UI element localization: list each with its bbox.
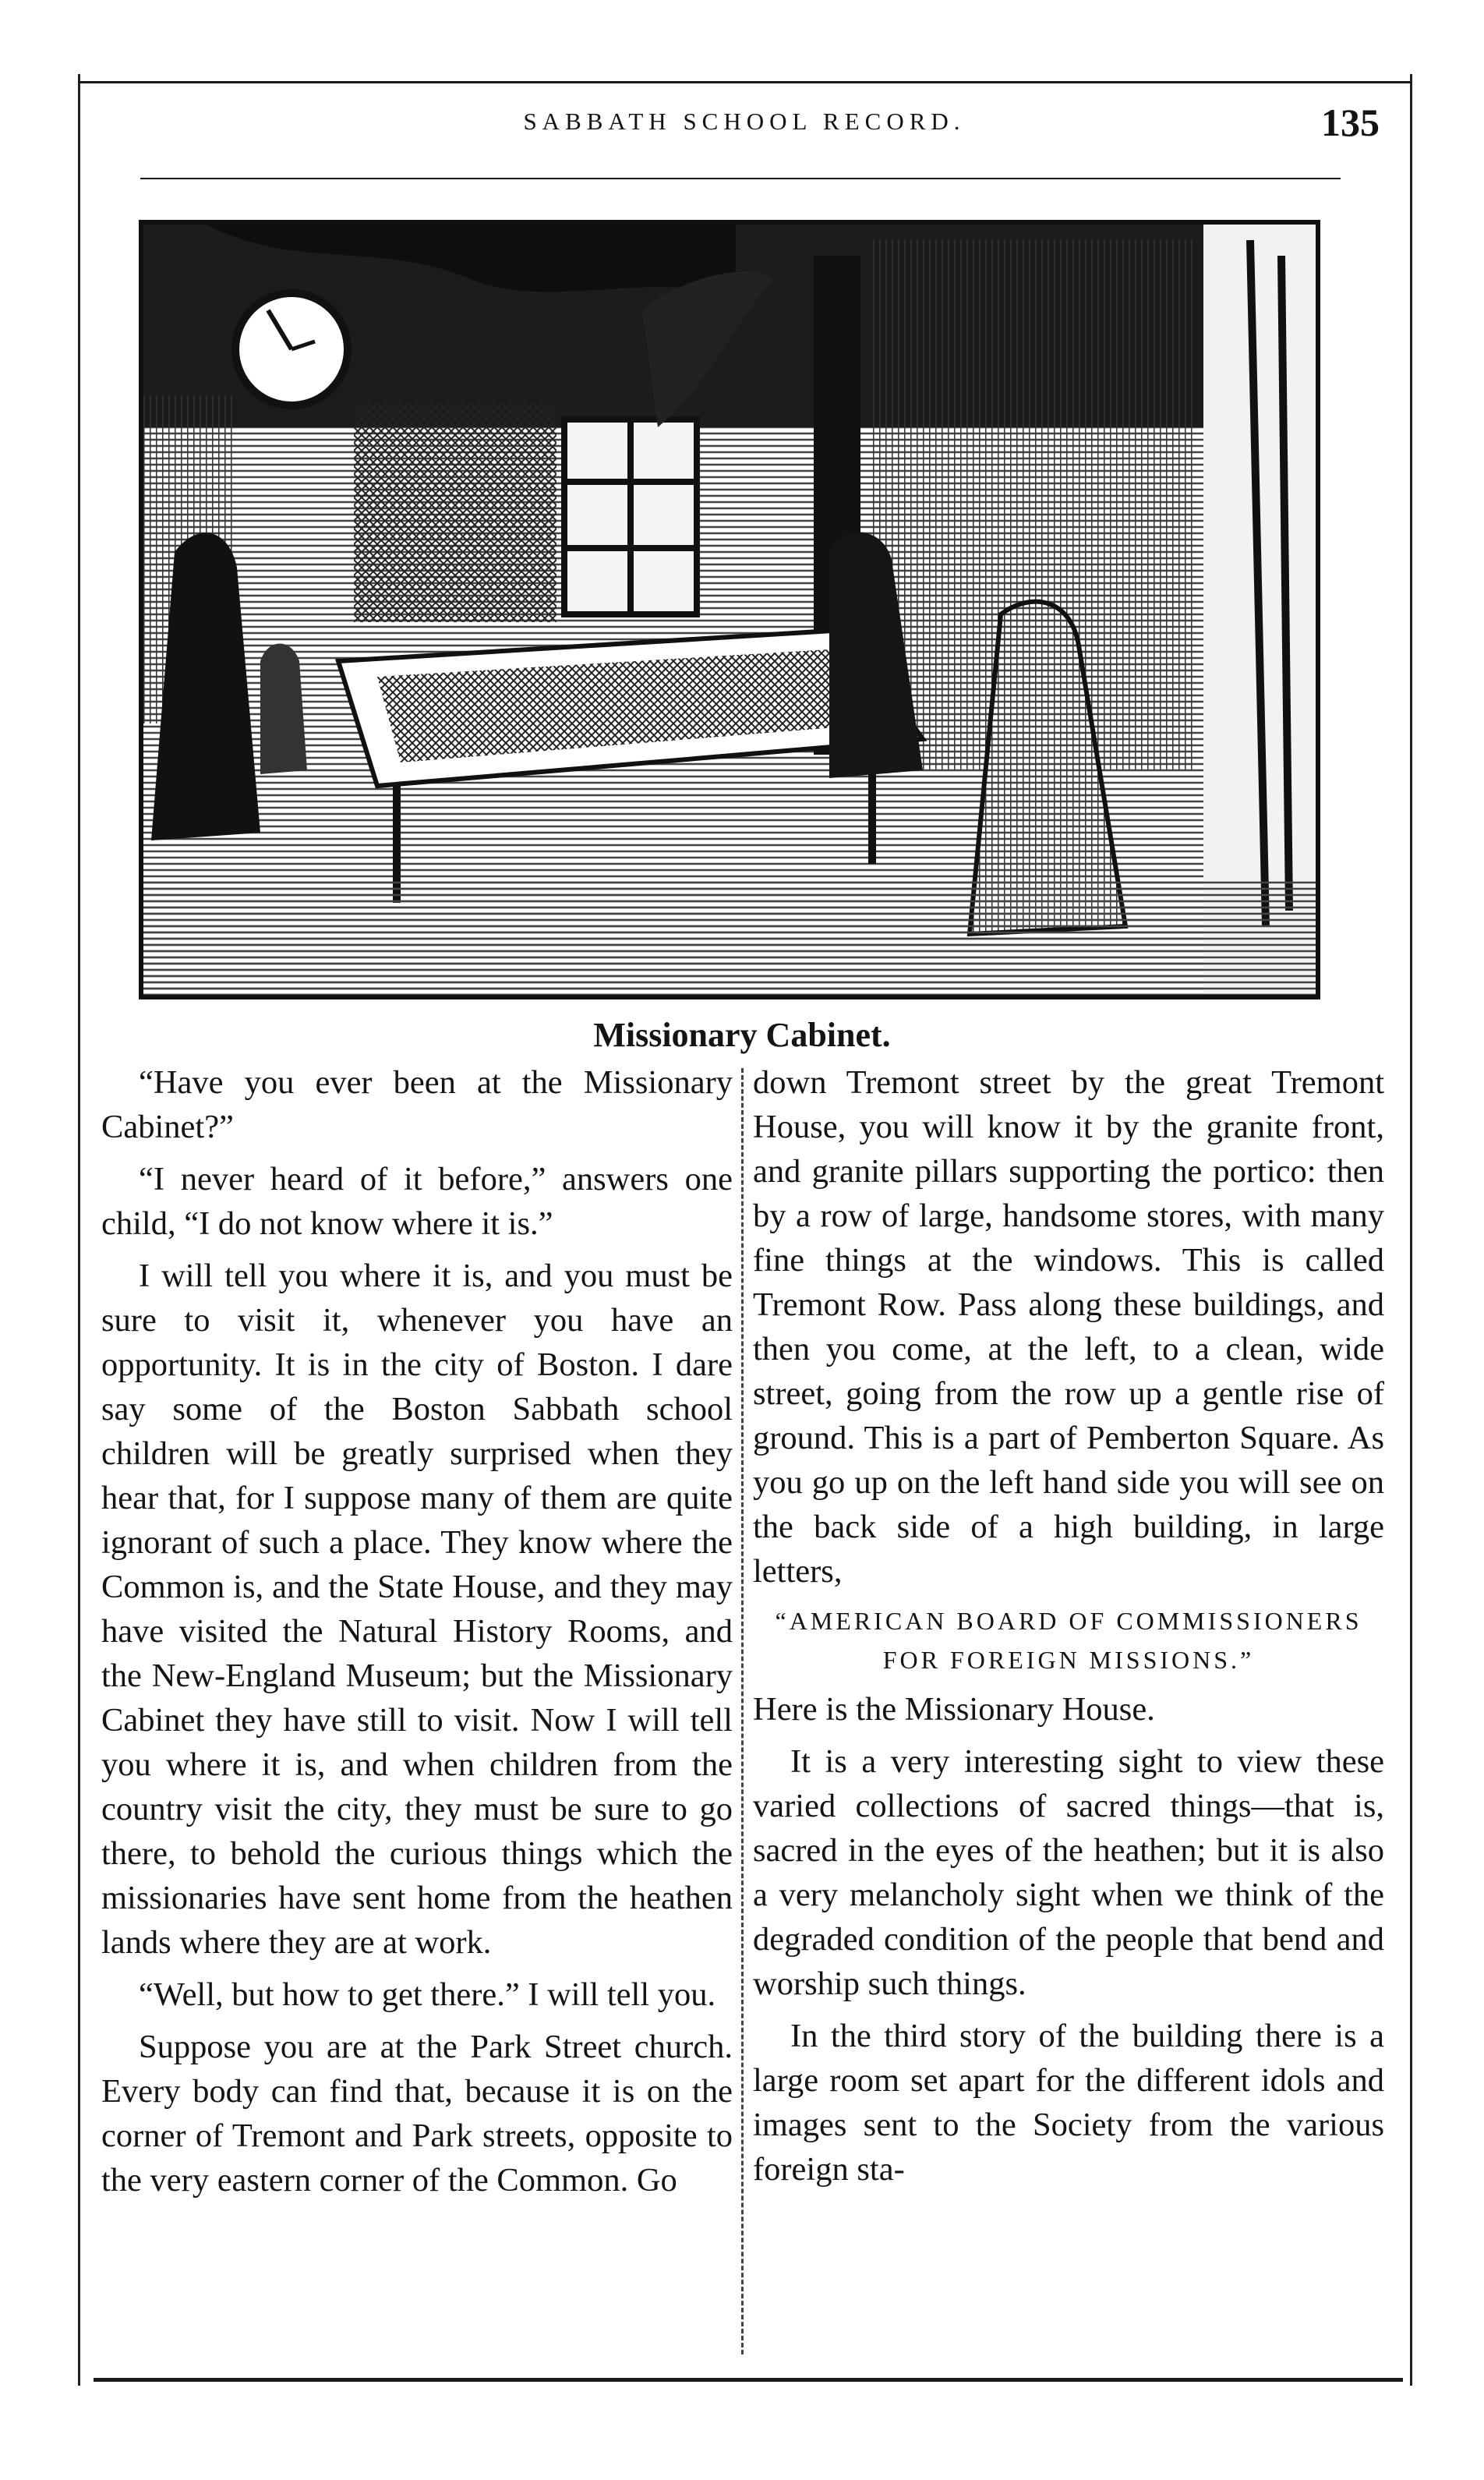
paragraph: In the third story of the building there is a large room set apart for the different idols and images sent to the Society from the various foreign sta- [753, 2018, 1384, 2188]
running-title: SABBATH SCHOOL RECORD. [523, 108, 966, 135]
top-rule [78, 81, 1411, 83]
left-column [101, 1060, 733, 2362]
bottom-rule [94, 2378, 1403, 2382]
engraving-illustration [139, 220, 1320, 999]
paragraph: “Have you ever been at the Missionary Cabinet?” [101, 1064, 733, 1145]
header-rule [140, 178, 1341, 179]
paragraph: down Tremont street by the great Tremont House, you will know it by the granite front, and granite pillars supporting the portico: then by a row of large, handsome stores, with many fine things at the windows. This is called Tremont Row. Pass along these buildings, and then you come, at the left, to a clean, wide street, going from the row up a gentle rise of ground. This is a part of Pemberton Square. As you go up on the left hand side you will see on the back side of a high building, in large letters, [753, 1064, 1384, 1590]
page-header [78, 100, 1411, 154]
paragraph: I will tell you where it is, and you must be sure to visit it, whenever you have an opportunity. It is in the city of Boston. I dare say some of the Boston Sabbath school children will be greatly surprised when they hear that, for I suppose many of them are quite ignorant of such a place. They know where the Common is, and the State House, and they may have visited the Natural History Rooms, and the New-England Museum; but the Missionary Cabinet they have still to visit. Now I will tell you where it is, and when children from the country visit the city, they must be sure to go there, to behold the curious things which the missionaries have sent home from the heathen lands where they are at work. [101, 1258, 733, 1961]
building-inscription: “AMERICAN BOARD OF COMMISSIONERS FOR FOREIGN MISSIONS.” [775, 1607, 1362, 1674]
right-column [753, 1060, 1384, 2362]
paragraph: “Well, but how to get there.” I will tell you. [139, 1976, 716, 2013]
paragraph: Suppose you are at the Park Street church. Every body can find that, because it is on the corner of Tremont and Park streets, opposite to the very eastern corner of the Common. Go [101, 2029, 733, 2199]
page-number: 135 [1321, 101, 1380, 144]
paragraph: “I never heard of it before,” answers one child, “I do not know where it is.” [101, 1161, 733, 1242]
column-divider [741, 1068, 744, 2354]
cabinet-room-engraving [143, 225, 1316, 995]
paragraph: Here is the Missionary House. [753, 1691, 1155, 1728]
illustration-caption: Missionary Cabinet. [593, 1016, 891, 1054]
paragraph: It is a very interesting sight to view these varied collections of sacred things—that is, sacred in the eyes of the heathen; but it is also a very melancholy sight when we think of the degraded condition of the people that bend and worship such things. [753, 1743, 1384, 2002]
center-window [564, 419, 697, 614]
